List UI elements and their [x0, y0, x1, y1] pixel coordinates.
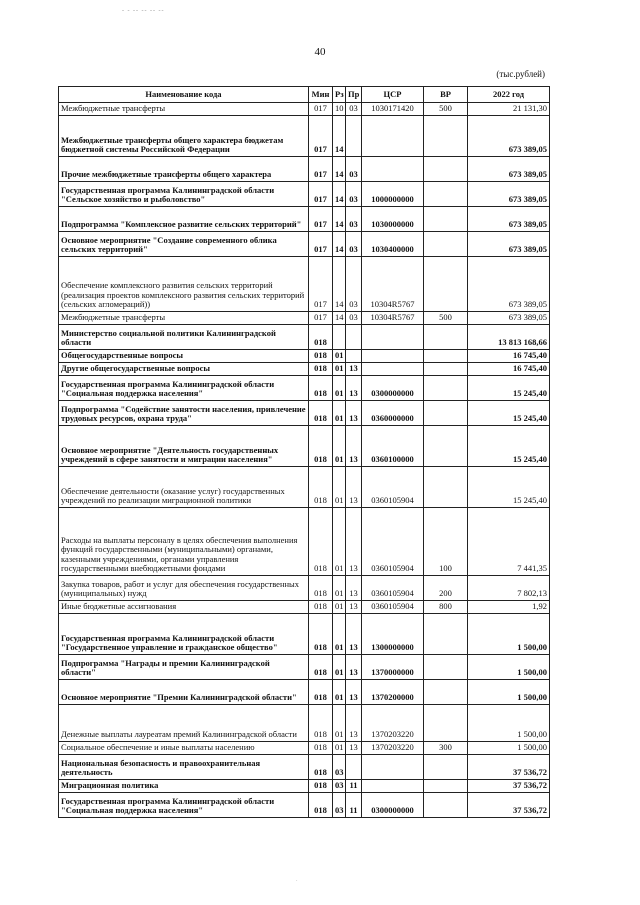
row-name: Межбюджетные трансферты общего характера бюджетам бюджетной системы Российской Федерации: [59, 116, 309, 157]
row-csr: [362, 350, 424, 363]
row-pr: 13: [346, 508, 362, 576]
row-csr: 1370203220: [362, 705, 424, 742]
row-csr: 10304R5767: [362, 312, 424, 325]
row-min: 017: [309, 312, 333, 325]
row-vr: [424, 705, 468, 742]
row-csr: 0360105904: [362, 576, 424, 601]
row-name: Иные бюджетные ассигнования: [59, 601, 309, 614]
table-row: [59, 312, 550, 325]
table-row: [59, 325, 550, 350]
row-amount: 673 389,05: [468, 182, 550, 207]
row-csr: 1000000000: [362, 182, 424, 207]
row-vr: [424, 207, 468, 232]
row-rz: 14: [333, 207, 346, 232]
row-vr: 500: [424, 312, 468, 325]
row-rz: 01: [333, 705, 346, 742]
row-min: 017: [309, 116, 333, 157]
row-rz: 03: [333, 780, 346, 793]
row-amount: 21 131,30: [468, 103, 550, 116]
row-pr: [346, 755, 362, 780]
row-vr: [424, 426, 468, 467]
row-pr: 13: [346, 576, 362, 601]
row-csr: 0360105904: [362, 601, 424, 614]
row-amount: 37 536,72: [468, 755, 550, 780]
row-csr: 1300000000: [362, 614, 424, 655]
row-pr: 03: [346, 157, 362, 182]
row-rz: 03: [333, 755, 346, 780]
row-min: 018: [309, 376, 333, 401]
row-rz: 03: [333, 793, 346, 818]
row-amount: 7 441,35: [468, 508, 550, 576]
row-pr: [346, 116, 362, 157]
row-csr: 1030400000: [362, 232, 424, 257]
table-row: [59, 601, 550, 614]
row-vr: [424, 325, 468, 350]
row-name: Социальное обеспечение и иные выплаты населению: [59, 742, 309, 755]
row-csr: [362, 325, 424, 350]
row-rz: 14: [333, 116, 346, 157]
row-rz: 01: [333, 742, 346, 755]
row-pr: 13: [346, 426, 362, 467]
row-name: Государственная программа Калининградской области "Социальная поддержка населения": [59, 793, 309, 818]
row-pr: [346, 325, 362, 350]
row-vr: 800: [424, 601, 468, 614]
row-rz: 14: [333, 312, 346, 325]
row-csr: 1370000000: [362, 655, 424, 680]
row-amount: 673 389,05: [468, 257, 550, 312]
row-min: 018: [309, 576, 333, 601]
row-pr: 13: [346, 655, 362, 680]
row-rz: 01: [333, 376, 346, 401]
row-amount: 16 745,40: [468, 350, 550, 363]
row-min: 018: [309, 755, 333, 780]
row-vr: 300: [424, 742, 468, 755]
row-name: Государственная программа Калининградской области "Социальная поддержка населения": [59, 376, 309, 401]
table-row: [59, 376, 550, 401]
row-name: Закупка товаров, работ и услуг для обеспечения государственных (муниципальных) нужд: [59, 576, 309, 601]
row-amount: 673 389,05: [468, 232, 550, 257]
row-min: 018: [309, 325, 333, 350]
row-amount: 1 500,00: [468, 655, 550, 680]
header-rz: Рз: [333, 87, 346, 103]
row-pr: 11: [346, 793, 362, 818]
row-amount: 15 245,40: [468, 467, 550, 508]
table-row: [59, 614, 550, 655]
table-row: [59, 655, 550, 680]
row-amount: 673 389,05: [468, 312, 550, 325]
row-name: Межбюджетные трансферты: [59, 312, 309, 325]
row-vr: [424, 467, 468, 508]
row-rz: 14: [333, 232, 346, 257]
row-pr: 03: [346, 182, 362, 207]
row-pr: 11: [346, 780, 362, 793]
row-pr: 03: [346, 207, 362, 232]
row-min: 018: [309, 793, 333, 818]
row-amount: 1 500,00: [468, 705, 550, 742]
row-rz: 14: [333, 182, 346, 207]
row-vr: 200: [424, 576, 468, 601]
row-min: 018: [309, 426, 333, 467]
row-csr: 1030171420: [362, 103, 424, 116]
row-rz: 01: [333, 601, 346, 614]
row-rz: 14: [333, 257, 346, 312]
row-min: 018: [309, 780, 333, 793]
row-name: Миграционная политика: [59, 780, 309, 793]
row-min: 017: [309, 157, 333, 182]
row-rz: 01: [333, 350, 346, 363]
row-min: 017: [309, 257, 333, 312]
row-pr: 03: [346, 103, 362, 116]
table-row: [59, 705, 550, 742]
table-row: [59, 363, 550, 376]
row-vr: [424, 363, 468, 376]
row-csr: 0360000000: [362, 401, 424, 426]
row-csr: 10304R5767: [362, 257, 424, 312]
row-pr: 13: [346, 363, 362, 376]
row-name: Расходы на выплаты персоналу в целях обеспечения выполнения функций государственными (муниципальными) органами, казенными учреждениями, органами управления государственными внебюджетными фондами: [59, 508, 309, 576]
row-vr: [424, 157, 468, 182]
row-amount: 15 245,40: [468, 426, 550, 467]
table-row: [59, 576, 550, 601]
table-row: [59, 755, 550, 780]
row-amount: 1,92: [468, 601, 550, 614]
row-amount: 16 745,40: [468, 363, 550, 376]
row-pr: 03: [346, 257, 362, 312]
row-min: 018: [309, 614, 333, 655]
row-min: 018: [309, 655, 333, 680]
row-min: 018: [309, 401, 333, 426]
row-min: 018: [309, 363, 333, 376]
table-row: [59, 793, 550, 818]
row-amount: 7 802,13: [468, 576, 550, 601]
row-pr: 13: [346, 705, 362, 742]
row-min: 018: [309, 350, 333, 363]
row-name: Основное мероприятие "Создание современного облика сельских территорий": [59, 232, 309, 257]
row-rz: [333, 325, 346, 350]
row-vr: [424, 401, 468, 426]
row-name: Подпрограмма "Награды и премии Калининградской области": [59, 655, 309, 680]
row-pr: 03: [346, 312, 362, 325]
row-csr: 0300000000: [362, 376, 424, 401]
row-pr: 03: [346, 232, 362, 257]
row-csr: [362, 755, 424, 780]
row-csr: 1370200000: [362, 680, 424, 705]
row-vr: [424, 793, 468, 818]
row-pr: [346, 350, 362, 363]
row-min: 018: [309, 508, 333, 576]
row-name: Обеспечение деятельности (оказание услуг) государственных учреждений по реализации миграционной политики: [59, 467, 309, 508]
row-vr: [424, 680, 468, 705]
row-csr: [362, 116, 424, 157]
row-vr: [424, 376, 468, 401]
row-rz: 14: [333, 157, 346, 182]
table-row: [59, 680, 550, 705]
row-pr: 13: [346, 376, 362, 401]
row-vr: [424, 780, 468, 793]
row-vr: 500: [424, 103, 468, 116]
table-row: [59, 742, 550, 755]
table-row: [59, 257, 550, 312]
row-vr: [424, 350, 468, 363]
row-name: Государственная программа Калининградской области "Сельское хозяйство и рыболовство": [59, 182, 309, 207]
header-name: Наименование кода: [59, 87, 309, 103]
row-vr: [424, 755, 468, 780]
row-rz: 10: [333, 103, 346, 116]
row-min: 017: [309, 207, 333, 232]
row-csr: 1030000000: [362, 207, 424, 232]
header-amount: 2022 год: [468, 87, 550, 103]
row-min: 018: [309, 601, 333, 614]
row-name: Министерство социальной политики Калининградской области: [59, 325, 309, 350]
row-amount: 1 500,00: [468, 680, 550, 705]
page-number: 40: [314, 46, 326, 58]
row-rz: 01: [333, 508, 346, 576]
row-csr: [362, 157, 424, 182]
row-amount: 15 245,40: [468, 376, 550, 401]
table-row: [59, 232, 550, 257]
row-pr: 13: [346, 601, 362, 614]
row-vr: [424, 116, 468, 157]
row-csr: 0360100000: [362, 426, 424, 467]
row-rz: 01: [333, 680, 346, 705]
row-name: Межбюджетные трансферты: [59, 103, 309, 116]
row-amount: 15 245,40: [468, 401, 550, 426]
header-pr: Пр: [346, 87, 362, 103]
row-amount: 37 536,72: [468, 780, 550, 793]
table-row: [59, 467, 550, 508]
table-row: [59, 508, 550, 576]
row-name: Другие общегосударственные вопросы: [59, 363, 309, 376]
row-amount: 673 389,05: [468, 207, 550, 232]
row-rz: 01: [333, 363, 346, 376]
row-csr: 0300000000: [362, 793, 424, 818]
row-name: Подпрограмма "Комплексное развитие сельских территорий": [59, 207, 309, 232]
row-csr: 0360105904: [362, 467, 424, 508]
row-csr: 1370203220: [362, 742, 424, 755]
scan-artifact-bottom: .: [296, 877, 298, 883]
row-rz: 01: [333, 614, 346, 655]
table-row: [59, 103, 550, 116]
row-vr: 100: [424, 508, 468, 576]
row-amount: 37 536,72: [468, 793, 550, 818]
table-row: [59, 116, 550, 157]
row-name: Государственная программа Калининградской области "Государственное управление и гражданское общество": [59, 614, 309, 655]
row-rz: 01: [333, 426, 346, 467]
row-amount: 1 500,00: [468, 614, 550, 655]
row-pr: 13: [346, 680, 362, 705]
row-name: Общегосударственные вопросы: [59, 350, 309, 363]
units-label: (тыс.рублей): [496, 69, 545, 79]
row-csr: [362, 780, 424, 793]
row-amount: 673 389,05: [468, 116, 550, 157]
row-pr: 13: [346, 614, 362, 655]
row-amount: 13 813 168,66: [468, 325, 550, 350]
row-pr: 13: [346, 742, 362, 755]
row-vr: [424, 182, 468, 207]
row-name: Основное мероприятие "Премии Калининградской области": [59, 680, 309, 705]
table-row: [59, 182, 550, 207]
row-min: 018: [309, 705, 333, 742]
row-min: 017: [309, 103, 333, 116]
row-rz: 01: [333, 576, 346, 601]
budget-table: [58, 86, 550, 818]
row-min: 017: [309, 182, 333, 207]
row-amount: 1 500,00: [468, 742, 550, 755]
row-rz: 01: [333, 655, 346, 680]
row-name: Основное мероприятие "Деятельность государственных учреждений в сфере занятости и миграции населения": [59, 426, 309, 467]
table-header-row: [59, 87, 550, 103]
row-name: Денежные выплаты лауреатам премий Калининградской области: [59, 705, 309, 742]
row-pr: 13: [346, 467, 362, 508]
table-row: [59, 157, 550, 182]
row-min: 018: [309, 467, 333, 508]
table-row: [59, 350, 550, 363]
row-vr: [424, 232, 468, 257]
table-body: [59, 103, 550, 818]
row-pr: 13: [346, 401, 362, 426]
row-rz: 01: [333, 467, 346, 508]
row-rz: 01: [333, 401, 346, 426]
row-amount: 673 389,05: [468, 157, 550, 182]
row-vr: [424, 655, 468, 680]
table-row: [59, 426, 550, 467]
header-vr: ВР: [424, 87, 468, 103]
row-vr: [424, 614, 468, 655]
row-name: Прочие межбюджетные трансферты общего характера: [59, 157, 309, 182]
header-min: Мин: [309, 87, 333, 103]
row-name: Национальная безопасность и правоохранительная деятельность: [59, 755, 309, 780]
table-row: [59, 207, 550, 232]
header-csr: ЦСР: [362, 87, 424, 103]
row-min: 018: [309, 742, 333, 755]
row-csr: 0360105904: [362, 508, 424, 576]
row-min: 018: [309, 680, 333, 705]
row-name: Подпрограмма "Содействие занятости населения, привлечение трудовых ресурсов, охрана труда": [59, 401, 309, 426]
row-name: Обеспечение комплексного развития сельских территорий (реализация проектов комплексного развития сельских территорий (сельских агломераций)): [59, 257, 309, 312]
row-min: 017: [309, 232, 333, 257]
table-row: [59, 780, 550, 793]
table-row: [59, 401, 550, 426]
row-vr: [424, 257, 468, 312]
row-csr: [362, 363, 424, 376]
scan-artifact: - - -- -- -- --: [122, 8, 165, 14]
